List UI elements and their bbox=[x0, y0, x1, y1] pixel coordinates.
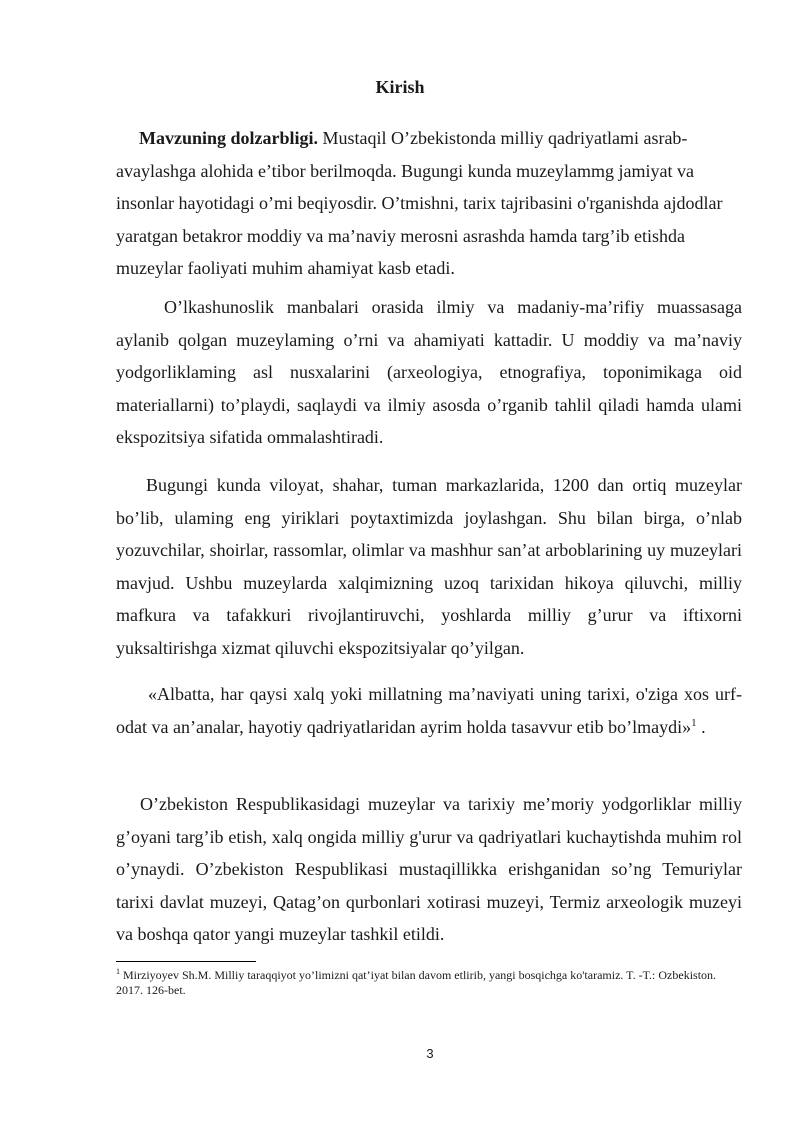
paragraph-text: Mustaqil O’zbekistonda milliy qadriyatlami asrab-avaylashga alohida e’tibor berilmoqda. Bugungi kunda muzeylammg jamiyat va insonlar hayotidagi o’mi beqiyosdir. O’tmishni, tarix tajribasini o'rganishda ajdodlar yaratgan betakror moddiy va ma’naviy merosni asrashda hamda targ’ib etishda muzeylar faoliyati muhim ahamiyat kasb etadi. bbox=[116, 128, 723, 279]
footnote bbox=[116, 968, 742, 998]
paragraph-quote bbox=[116, 678, 742, 743]
paragraph-local-history: O’lkashunoslik manbalari orasida ilmiy va madaniy-ma’rifiy muassasaga aylanib qolgan muzeylaming o’rni va ahamiyati kattadir. U moddiy va ma’naviy yodgorliklaming asl nusxalarini (arxeologiya, etnografiya, toponimikaga oid materiallarni) to’playdi, saqlaydi va ilmiy asosda o’rganib tahlil qiladi hamda ulami ekspozitsiya sifatida ommalashtiradi. bbox=[116, 297, 742, 448]
quote-end: . bbox=[696, 716, 706, 737]
paragraph-republic-museums: O’zbekiston Respublikasidagi muzeylar va tarixiy me’moriy yodgorliklar milliy g’oyani targ’ib etish, xalq ongida milliy g'urur va qadriyatlari kuchaytishda muhim rol o’ynaydi. O’zbekiston Respublikasi mustaqillikka erishganidan so’ng Temuriylar tarixi davlat muzeyi, Qatag’on qurbonlari xotirasi muzeyi, Termiz arxeologik muzeyi va boshqa qator yangi muzeylar tashkil etildi. bbox=[116, 794, 742, 945]
page-title: Kirish bbox=[375, 77, 425, 97]
footnote-separator bbox=[116, 961, 256, 962]
page-number: 3 bbox=[426, 1046, 434, 1061]
footnote-mark: 1 bbox=[116, 967, 120, 976]
footnote-reference[interactable]: 1 bbox=[691, 716, 697, 729]
paragraph-museums-count: Bugungi kunda viloyat, shahar, tuman markazlarida, 1200 dan ortiq muzeylar bo’lib, ulaming eng yiriklari poytaxtimizda joylashgan. Shu bilan birga, o’nlab yozuvchilar, shoirlar, rassomlar, olimlar va mashhur san’at arboblarining uy muzeylari mavjud. Ushbu muzeylarda xalqimizning uzoq tarixidan hikoya qiluvchi, milliy mafkura va tafakkuri rivojlantiruvchi, yoshlarda milliy g’urur va iftixorni yuksaltirishga xizmat qiluvchi ekspozitsiyalar qo’yilgan. bbox=[116, 475, 742, 658]
quote-text: «Albatta, har qaysi xalq yoki millatning ma’naviyati uning tarixi, o'ziga xos urf-odat va an’analar, hayotiy qadriyatlaridan ayrim holda tasavvur etib bo’lmaydi» bbox=[116, 684, 742, 737]
footnote-text: Mirziyoyev Sh.M. Milliy taraqqiyot yo’limizni qat’iyat bilan davom etlirib, yangi bosqichga ko'taramiz. T. -T.: Ozbekiston. 2017. 126-bet. bbox=[116, 968, 717, 997]
paragraph-lead: Mavzuning dolzarbligi. bbox=[139, 128, 319, 148]
paragraph-relevance bbox=[116, 122, 742, 285]
